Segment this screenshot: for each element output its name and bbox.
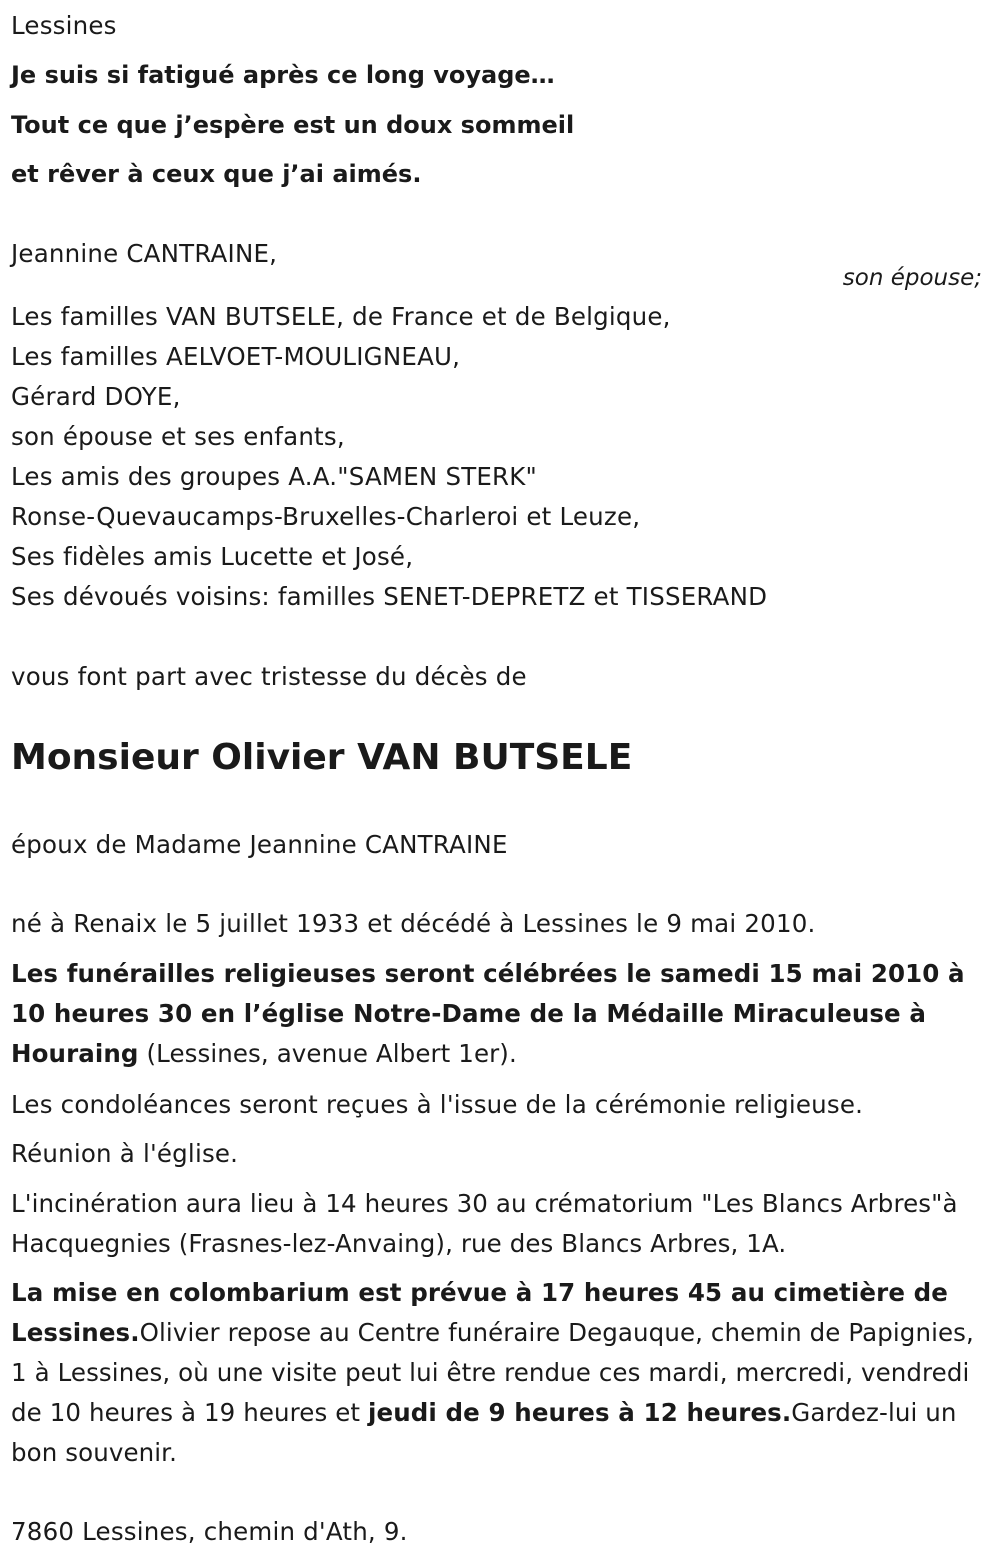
reunion: Réunion à l'église. — [11, 1139, 239, 1168]
family-line: Ses fidèles amis Lucette et José, — [11, 542, 414, 571]
family-line: Les familles VAN BUTSELE, de France et de Belgique, — [11, 302, 671, 331]
announcement: vous font part avec tristesse du décès de — [11, 662, 527, 691]
spouse-role: son épouse; — [842, 265, 982, 291]
cremation-paragraph: L'incinération aura lieu à 14 heures 30 au crématorium "Les Blancs Arbres"à Hacquegnies (Frasnes-lez-Anvaing), rue des Blancs Arbres, 1A. — [11, 1189, 958, 1258]
address: 7860 Lessines, chemin d'Ath, 9. — [11, 1517, 408, 1546]
spouse-of: époux de Madame Jeannine CANTRAINE — [11, 830, 508, 859]
spouse-name: Jeannine CANTRAINE, — [11, 239, 278, 268]
columbarium-bold-1: La mise en colombarium est prévue à 17 heures 45 au cimetière de Lessines. — [11, 1278, 949, 1347]
funeral-paragraph — [11, 954, 991, 1074]
birth-death: né à Renaix le 5 juillet 1933 et décédé à Lessines le 9 mai 2010. — [11, 909, 816, 938]
funeral-bold: Les funérailles religieuses seront célébrées le samedi 15 mai 2010 à 10 heures 30 en l’église Notre-Dame de la Médaille Miraculeuse à Houraing — [11, 959, 965, 1068]
family-line: Les familles AELVOET-MOULIGNEAU, — [11, 342, 461, 371]
poem-line-3: et rêver à ceux que j’ai aimés. — [11, 160, 422, 188]
poem-line-1: Je suis si fatigué après ce long voyage… — [11, 61, 555, 89]
family-line: Gérard DOYE, — [11, 382, 181, 411]
columbarium-normal-1: Olivier repose au Centre funéraire Degauque, chemin de Papignies, 1 à Lessines, où une visite peut lui être rendue ces mardi, mercredi, vendredi de 10 heures à 19 heures et — [11, 1318, 974, 1427]
family-line: Les amis des groupes A.A."SAMEN STERK" — [11, 462, 537, 491]
funeral-normal: (Lessines, avenue Albert 1er). — [138, 1039, 517, 1068]
columbarium-bold-2: jeudi de 9 heures à 12 heures. — [368, 1398, 792, 1427]
columbarium-paragraph — [11, 1273, 991, 1473]
family-line: son épouse et ses enfants, — [11, 422, 345, 451]
columbarium-normal-2: Gardez-lui un bon souvenir. — [11, 1398, 957, 1467]
deceased-name: Monsieur Olivier VAN BUTSELE — [11, 737, 633, 778]
place-header: Lessines — [11, 11, 117, 40]
family-line: Ronse-Quevaucamps-Bruxelles-Charleroi et Leuze, — [11, 502, 641, 531]
family-line: Ses dévoués voisins: familles SENET-DEPRETZ et TISSERAND — [11, 582, 768, 611]
condolences: Les condoléances seront reçues à l'issue de la cérémonie religieuse. — [11, 1090, 864, 1119]
poem-line-2: Tout ce que j’espère est un doux sommeil — [11, 111, 575, 139]
